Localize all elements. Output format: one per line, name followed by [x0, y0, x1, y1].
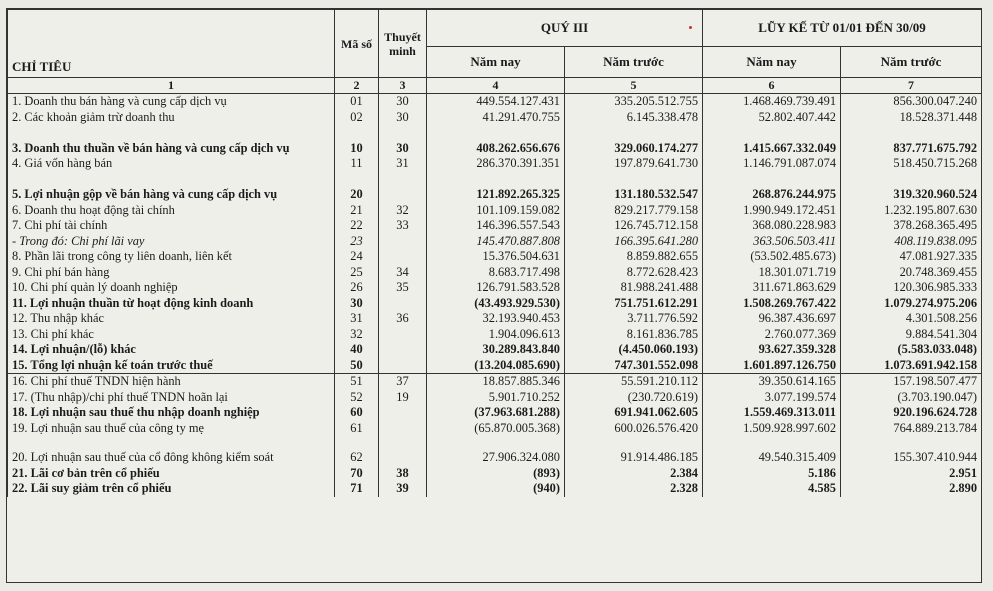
red-ink-mark	[689, 26, 692, 29]
row-ytd-previous: 764.889.213.784	[841, 421, 982, 437]
spacer-cell	[565, 172, 703, 188]
row-ytd-previous: 1.079.274.975.206	[841, 296, 982, 312]
row-label: 5. Lợi nhuận gộp về bán hàng và cung cấp dịch vụ	[8, 187, 335, 203]
row-code: 26	[335, 280, 379, 296]
table-header	[8, 10, 982, 94]
row-ytd-current: 2.760.077.369	[703, 327, 841, 343]
row-note: 33	[379, 218, 427, 234]
row-ytd-current: 3.077.199.574	[703, 390, 841, 406]
row-label: 18. Lợi nhuận sau thuế thu nhập doanh nghiệp	[8, 405, 335, 421]
row-label: 22. Lãi suy giảm trên cổ phiếu	[8, 481, 335, 497]
income-statement-page	[6, 8, 982, 583]
row-quarter-previous: 166.395.641.280	[565, 234, 703, 250]
row-ytd-previous: (5.583.033.048)	[841, 342, 982, 358]
spacer-row	[8, 436, 982, 450]
table-row	[8, 358, 982, 374]
col-number-7: 7	[841, 78, 982, 94]
row-quarter-current: (43.493.929.530)	[427, 296, 565, 312]
row-quarter-current: (13.204.085.690)	[427, 358, 565, 374]
row-label: 4. Giá vốn hàng bán	[8, 156, 335, 172]
row-note	[379, 234, 427, 250]
table-row	[8, 218, 982, 234]
row-label: 14. Lợi nhuận/(lỗ) khác	[8, 342, 335, 358]
row-note: 38	[379, 466, 427, 482]
row-quarter-previous: 8.161.836.785	[565, 327, 703, 343]
table-row	[8, 203, 982, 219]
spacer-cell	[565, 436, 703, 450]
spacer-cell	[379, 125, 427, 141]
row-code: 20	[335, 187, 379, 203]
row-ytd-previous: 155.307.410.944	[841, 450, 982, 466]
row-quarter-current: 8.683.717.498	[427, 265, 565, 281]
spacer-cell	[335, 125, 379, 141]
row-quarter-previous: (4.450.060.193)	[565, 342, 703, 358]
row-label: 9. Chi phí bán hàng	[8, 265, 335, 281]
table-row	[8, 374, 982, 390]
header-q-nam-nay: Năm nay	[427, 47, 565, 78]
col-number-4: 4	[427, 78, 565, 94]
row-ytd-current: 18.301.071.719	[703, 265, 841, 281]
row-quarter-current: 41.291.470.755	[427, 110, 565, 126]
row-quarter-current: 286.370.391.351	[427, 156, 565, 172]
spacer-cell	[8, 125, 335, 141]
row-ytd-previous: 319.320.960.524	[841, 187, 982, 203]
row-ytd-current: 1.508.269.767.422	[703, 296, 841, 312]
row-ytd-current: 1.146.791.087.074	[703, 156, 841, 172]
row-note	[379, 450, 427, 466]
table-row	[8, 342, 982, 358]
row-ytd-previous: 157.198.507.477	[841, 374, 982, 390]
row-ytd-current: (53.502.485.673)	[703, 249, 841, 265]
row-quarter-current: 146.396.557.543	[427, 218, 565, 234]
row-ytd-previous: 920.196.624.728	[841, 405, 982, 421]
spacer-cell	[703, 436, 841, 450]
row-quarter-previous: 91.914.486.185	[565, 450, 703, 466]
row-note	[379, 296, 427, 312]
row-ytd-previous: 47.081.927.335	[841, 249, 982, 265]
row-quarter-current: (37.963.681.288)	[427, 405, 565, 421]
row-note: 37	[379, 374, 427, 390]
row-note: 30	[379, 94, 427, 110]
row-ytd-current: 1.601.897.126.750	[703, 358, 841, 374]
row-quarter-previous: 3.711.776.592	[565, 311, 703, 327]
row-code: 70	[335, 466, 379, 482]
col-number-1: 1	[8, 78, 335, 94]
row-quarter-previous: 747.301.552.098	[565, 358, 703, 374]
header-luy-ke: LŨY KẾ TỪ 01/01 ĐẾN 30/09	[703, 10, 982, 47]
table-row	[8, 296, 982, 312]
row-quarter-current: (65.870.005.368)	[427, 421, 565, 437]
spacer-cell	[379, 172, 427, 188]
row-code: 23	[335, 234, 379, 250]
row-quarter-current: (940)	[427, 481, 565, 497]
row-quarter-previous: (230.720.619)	[565, 390, 703, 406]
row-label: 16. Chi phí thuế TNDN hiện hành	[8, 374, 335, 390]
header-q-nam-truoc: Năm trước	[565, 47, 703, 78]
row-code: 40	[335, 342, 379, 358]
header-ma-so: Mã số	[335, 10, 379, 78]
row-code: 62	[335, 450, 379, 466]
row-quarter-current: 408.262.656.676	[427, 141, 565, 157]
row-label: 7. Chi phí tài chính	[8, 218, 335, 234]
row-label: 13. Chi phí khác	[8, 327, 335, 343]
row-note	[379, 358, 427, 374]
row-quarter-previous: 329.060.174.277	[565, 141, 703, 157]
table-row	[8, 390, 982, 406]
row-ytd-current: 49.540.315.409	[703, 450, 841, 466]
row-label: 15. Tổng lợi nhuận kế toán trước thuế	[8, 358, 335, 374]
row-ytd-current: 52.802.407.442	[703, 110, 841, 126]
row-quarter-previous: 197.879.641.730	[565, 156, 703, 172]
table-row	[8, 280, 982, 296]
row-quarter-current: 15.376.504.631	[427, 249, 565, 265]
row-label: 2. Các khoản giảm trừ doanh thu	[8, 110, 335, 126]
row-quarter-previous: 81.988.241.488	[565, 280, 703, 296]
row-label: 12. Thu nhập khác	[8, 311, 335, 327]
row-quarter-previous: 691.941.062.605	[565, 405, 703, 421]
row-note: 32	[379, 203, 427, 219]
row-quarter-previous: 600.026.576.420	[565, 421, 703, 437]
row-quarter-current: 30.289.843.840	[427, 342, 565, 358]
row-note	[379, 187, 427, 203]
row-code: 30	[335, 296, 379, 312]
row-code: 22	[335, 218, 379, 234]
spacer-row	[8, 172, 982, 188]
row-label: - Trong đó: Chi phí lãi vay	[8, 234, 335, 250]
col-number-3: 3	[379, 78, 427, 94]
row-note	[379, 421, 427, 437]
row-note: 34	[379, 265, 427, 281]
row-ytd-previous: 837.771.675.792	[841, 141, 982, 157]
row-code: 10	[335, 141, 379, 157]
spacer-cell	[8, 172, 335, 188]
table-row	[8, 265, 982, 281]
row-ytd-current: 268.876.244.975	[703, 187, 841, 203]
row-code: 52	[335, 390, 379, 406]
col-number-5: 5	[565, 78, 703, 94]
table-row	[8, 311, 982, 327]
row-code: 11	[335, 156, 379, 172]
row-quarter-previous: 55.591.210.112	[565, 374, 703, 390]
spacer-cell	[427, 125, 565, 141]
row-quarter-previous: 335.205.512.755	[565, 94, 703, 110]
row-ytd-previous: 18.528.371.448	[841, 110, 982, 126]
spacer-row	[8, 125, 982, 141]
row-quarter-previous: 126.745.712.158	[565, 218, 703, 234]
row-note	[379, 405, 427, 421]
row-label: 3. Doanh thu thuần về bán hàng và cung cấp dịch vụ	[8, 141, 335, 157]
spacer-cell	[703, 125, 841, 141]
row-ytd-previous: 20.748.369.455	[841, 265, 982, 281]
row-label: 19. Lợi nhuận sau thuế của công ty mẹ	[8, 421, 335, 437]
row-label: 1. Doanh thu bán hàng và cung cấp dịch vụ	[8, 94, 335, 110]
table-row	[8, 481, 982, 497]
table-row	[8, 249, 982, 265]
row-ytd-previous: 9.884.541.304	[841, 327, 982, 343]
row-quarter-previous: 6.145.338.478	[565, 110, 703, 126]
table-row	[8, 141, 982, 157]
row-code: 60	[335, 405, 379, 421]
row-quarter-current: 5.901.710.252	[427, 390, 565, 406]
row-code: 02	[335, 110, 379, 126]
header-thuyet-minh: Thuyết minh	[379, 10, 427, 78]
spacer-cell	[335, 172, 379, 188]
row-note: 36	[379, 311, 427, 327]
col-number-6: 6	[703, 78, 841, 94]
row-label: 17. (Thu nhập)/chi phí thuế TNDN hoãn lại	[8, 390, 335, 406]
row-note: 19	[379, 390, 427, 406]
row-ytd-previous: 1.073.691.942.158	[841, 358, 982, 374]
table-row	[8, 466, 982, 482]
row-ytd-previous: 2.951	[841, 466, 982, 482]
row-code: 51	[335, 374, 379, 390]
row-label: 20. Lợi nhuận sau thuế của cổ đông không kiểm soát	[8, 450, 335, 466]
row-quarter-current: 1.904.096.613	[427, 327, 565, 343]
col-number-2: 2	[335, 78, 379, 94]
row-ytd-current: 311.671.863.629	[703, 280, 841, 296]
row-code: 71	[335, 481, 379, 497]
spacer-cell	[841, 125, 982, 141]
row-label: 21. Lãi cơ bản trên cổ phiếu	[8, 466, 335, 482]
row-code: 21	[335, 203, 379, 219]
row-quarter-previous: 8.772.628.423	[565, 265, 703, 281]
row-note: 31	[379, 156, 427, 172]
row-quarter-current: 18.857.885.346	[427, 374, 565, 390]
table-row	[8, 405, 982, 421]
row-note: 35	[379, 280, 427, 296]
spacer-cell	[427, 172, 565, 188]
spacer-cell	[427, 436, 565, 450]
row-quarter-previous: 131.180.532.547	[565, 187, 703, 203]
row-ytd-previous: 518.450.715.268	[841, 156, 982, 172]
row-ytd-current: 39.350.614.165	[703, 374, 841, 390]
row-ytd-current: 363.506.503.411	[703, 234, 841, 250]
table-row	[8, 234, 982, 250]
row-label: 8. Phần lãi trong công ty liên doanh, liên kết	[8, 249, 335, 265]
row-quarter-current: 145.470.887.808	[427, 234, 565, 250]
row-code: 25	[335, 265, 379, 281]
row-ytd-current: 5.186	[703, 466, 841, 482]
row-ytd-previous: 4.301.508.256	[841, 311, 982, 327]
row-quarter-previous: 2.328	[565, 481, 703, 497]
table-row	[8, 421, 982, 437]
row-ytd-previous: (3.703.190.047)	[841, 390, 982, 406]
table-body	[8, 94, 982, 497]
row-quarter-current: 121.892.265.325	[427, 187, 565, 203]
header-chi-tieu: CHỈ TIÊU	[8, 10, 335, 78]
row-ytd-previous: 408.119.838.095	[841, 234, 982, 250]
header-y-nam-truoc: Năm trước	[841, 47, 982, 78]
spacer-cell	[379, 436, 427, 450]
row-ytd-current: 1.468.469.739.491	[703, 94, 841, 110]
row-quarter-current: 126.791.583.528	[427, 280, 565, 296]
row-ytd-current: 4.585	[703, 481, 841, 497]
row-note	[379, 327, 427, 343]
spacer-cell	[565, 125, 703, 141]
income-statement-table	[7, 9, 982, 497]
row-ytd-previous: 2.890	[841, 481, 982, 497]
row-ytd-current: 1.415.667.332.049	[703, 141, 841, 157]
table-row	[8, 156, 982, 172]
table-row	[8, 110, 982, 126]
row-note: 39	[379, 481, 427, 497]
row-label: 6. Doanh thu hoạt động tài chính	[8, 203, 335, 219]
row-quarter-current: (893)	[427, 466, 565, 482]
row-ytd-current: 368.080.228.983	[703, 218, 841, 234]
row-ytd-previous: 120.306.985.333	[841, 280, 982, 296]
row-ytd-previous: 856.300.047.240	[841, 94, 982, 110]
header-quy-iii: QUÝ III	[427, 10, 703, 47]
row-note: 30	[379, 141, 427, 157]
row-quarter-previous: 751.751.612.291	[565, 296, 703, 312]
header-y-nam-nay: Năm nay	[703, 47, 841, 78]
row-ytd-previous: 1.232.195.807.630	[841, 203, 982, 219]
row-ytd-current: 1.509.928.997.602	[703, 421, 841, 437]
row-code: 31	[335, 311, 379, 327]
spacer-cell	[841, 172, 982, 188]
row-quarter-previous: 829.217.779.158	[565, 203, 703, 219]
table-row	[8, 327, 982, 343]
row-code: 50	[335, 358, 379, 374]
row-quarter-current: 449.554.127.431	[427, 94, 565, 110]
row-ytd-previous: 378.268.365.495	[841, 218, 982, 234]
spacer-cell	[335, 436, 379, 450]
row-quarter-previous: 8.859.882.655	[565, 249, 703, 265]
table-row	[8, 94, 982, 110]
row-ytd-current: 1.990.949.172.451	[703, 203, 841, 219]
row-quarter-current: 32.193.940.453	[427, 311, 565, 327]
row-ytd-current: 93.627.359.328	[703, 342, 841, 358]
row-code: 32	[335, 327, 379, 343]
row-code: 24	[335, 249, 379, 265]
row-note	[379, 249, 427, 265]
table-row	[8, 187, 982, 203]
row-quarter-current: 101.109.159.082	[427, 203, 565, 219]
row-quarter-current: 27.906.324.080	[427, 450, 565, 466]
row-quarter-previous: 2.384	[565, 466, 703, 482]
row-ytd-current: 1.559.469.313.011	[703, 405, 841, 421]
table-row	[8, 450, 982, 466]
row-code: 01	[335, 94, 379, 110]
row-code: 61	[335, 421, 379, 437]
spacer-cell	[8, 436, 335, 450]
row-label: 11. Lợi nhuận thuần từ hoạt động kinh doanh	[8, 296, 335, 312]
row-ytd-current: 96.387.436.697	[703, 311, 841, 327]
spacer-cell	[841, 436, 982, 450]
spacer-cell	[703, 172, 841, 188]
row-note	[379, 342, 427, 358]
row-note: 30	[379, 110, 427, 126]
row-label: 10. Chi phí quản lý doanh nghiệp	[8, 280, 335, 296]
